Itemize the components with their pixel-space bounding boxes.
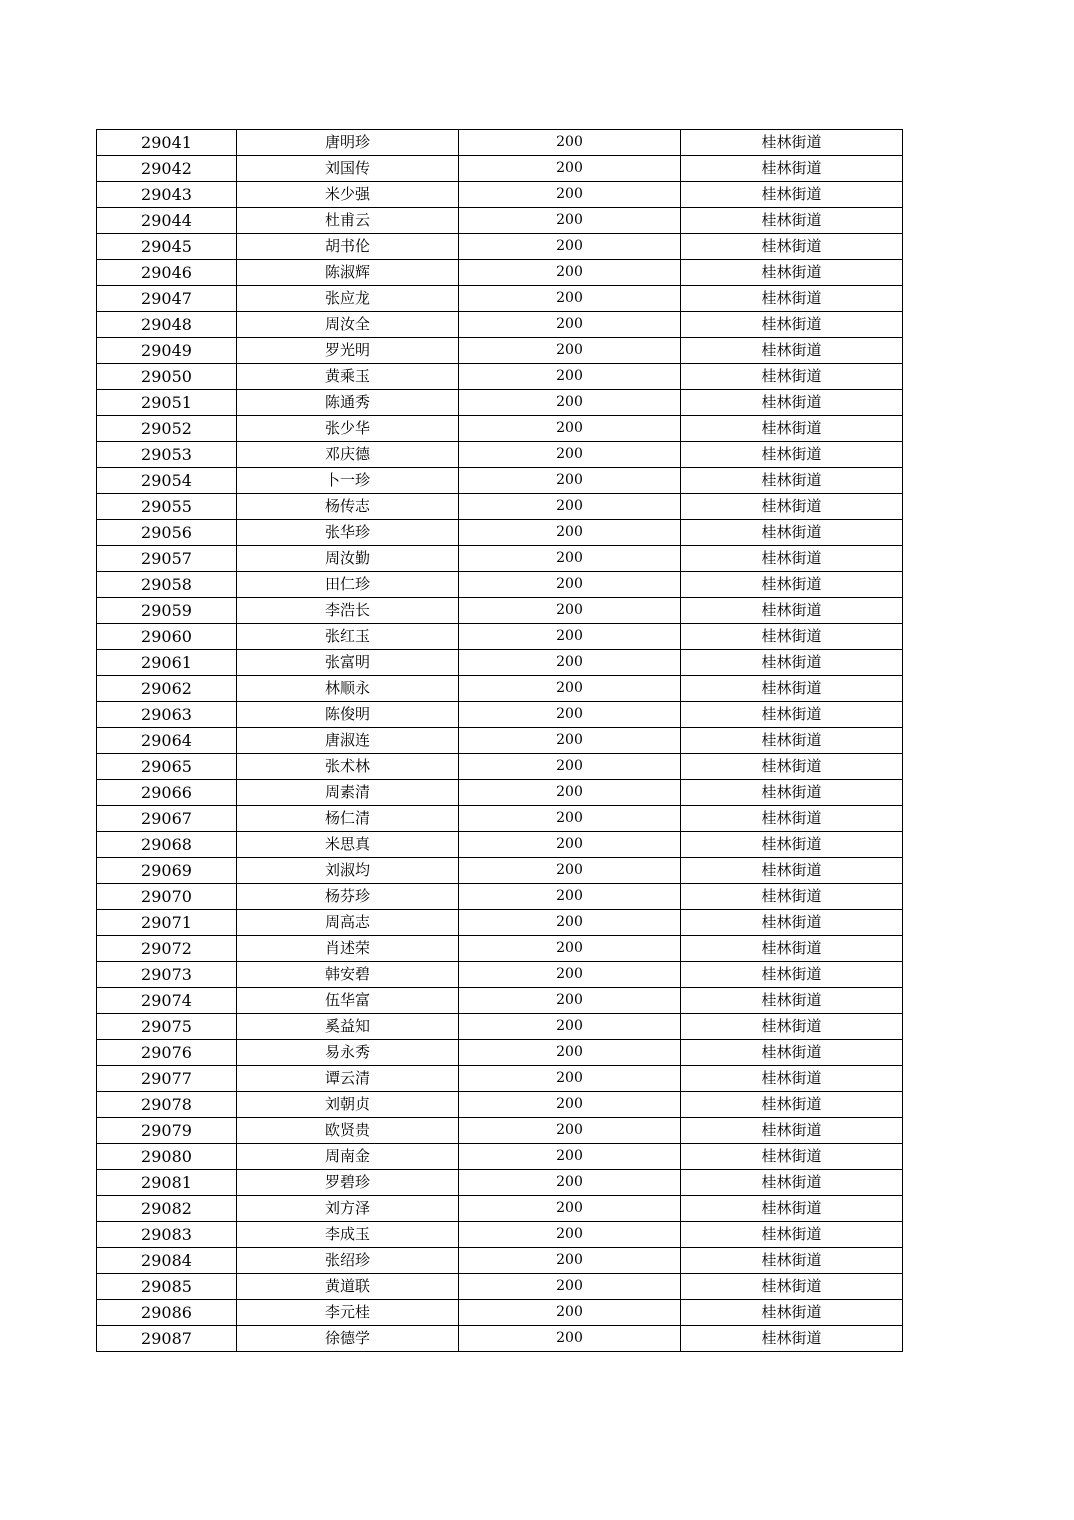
- cell-id: 29050: [97, 364, 237, 390]
- cell-id: 29072: [97, 936, 237, 962]
- cell-area: 桂林街道: [681, 130, 903, 156]
- cell-amount: 200: [459, 754, 681, 780]
- cell-amount: 200: [459, 702, 681, 728]
- table-row: [97, 1118, 903, 1144]
- cell-id: 29042: [97, 156, 237, 182]
- table-row: [97, 1248, 903, 1274]
- cell-amount: 200: [459, 546, 681, 572]
- cell-name: 周汝勤: [237, 546, 459, 572]
- cell-id: 29054: [97, 468, 237, 494]
- table-row: [97, 468, 903, 494]
- cell-area: 桂林街道: [681, 1170, 903, 1196]
- cell-name: 周素清: [237, 780, 459, 806]
- cell-name: 张术林: [237, 754, 459, 780]
- cell-id: 29069: [97, 858, 237, 884]
- table-row: [97, 624, 903, 650]
- table-row: [97, 520, 903, 546]
- cell-amount: 200: [459, 1144, 681, 1170]
- cell-name: 奚益知: [237, 1014, 459, 1040]
- cell-area: 桂林街道: [681, 806, 903, 832]
- cell-name: 杨芬珍: [237, 884, 459, 910]
- cell-name: 杨传志: [237, 494, 459, 520]
- cell-name: 徐德学: [237, 1326, 459, 1352]
- table-row: [97, 1274, 903, 1300]
- cell-name: 谭云清: [237, 1066, 459, 1092]
- table-row: [97, 1170, 903, 1196]
- cell-id: 29046: [97, 260, 237, 286]
- cell-area: 桂林街道: [681, 962, 903, 988]
- cell-area: 桂林街道: [681, 1248, 903, 1274]
- table-row: [97, 364, 903, 390]
- cell-amount: 200: [459, 962, 681, 988]
- cell-area: 桂林街道: [681, 416, 903, 442]
- table-row: [97, 806, 903, 832]
- table-row: [97, 156, 903, 182]
- cell-amount: 200: [459, 728, 681, 754]
- cell-id: 29049: [97, 338, 237, 364]
- table-row: [97, 676, 903, 702]
- cell-area: 桂林街道: [681, 1300, 903, 1326]
- cell-amount: 200: [459, 1014, 681, 1040]
- cell-id: 29070: [97, 884, 237, 910]
- table-body: [97, 130, 903, 1352]
- table-row: [97, 858, 903, 884]
- cell-name: 胡书伦: [237, 234, 459, 260]
- cell-area: 桂林街道: [681, 1014, 903, 1040]
- cell-id: 29048: [97, 312, 237, 338]
- cell-id: 29057: [97, 546, 237, 572]
- table-row: [97, 754, 903, 780]
- table-row: [97, 936, 903, 962]
- cell-id: 29063: [97, 702, 237, 728]
- cell-area: 桂林街道: [681, 780, 903, 806]
- cell-id: 29062: [97, 676, 237, 702]
- cell-area: 桂林街道: [681, 208, 903, 234]
- cell-amount: 200: [459, 1248, 681, 1274]
- cell-area: 桂林街道: [681, 572, 903, 598]
- cell-id: 29064: [97, 728, 237, 754]
- cell-amount: 200: [459, 1222, 681, 1248]
- cell-amount: 200: [459, 598, 681, 624]
- cell-id: 29060: [97, 624, 237, 650]
- table-row: [97, 494, 903, 520]
- cell-area: 桂林街道: [681, 936, 903, 962]
- cell-amount: 200: [459, 650, 681, 676]
- cell-area: 桂林街道: [681, 702, 903, 728]
- table-row: [97, 962, 903, 988]
- table-row: [97, 1222, 903, 1248]
- table-row: [97, 312, 903, 338]
- cell-name: 周南金: [237, 1144, 459, 1170]
- cell-name: 卜一珍: [237, 468, 459, 494]
- table-row: [97, 260, 903, 286]
- cell-id: 29053: [97, 442, 237, 468]
- cell-amount: 200: [459, 156, 681, 182]
- cell-id: 29051: [97, 390, 237, 416]
- cell-name: 米思真: [237, 832, 459, 858]
- table-row: [97, 988, 903, 1014]
- table-row: [97, 130, 903, 156]
- cell-amount: 200: [459, 1300, 681, 1326]
- cell-name: 李成玉: [237, 1222, 459, 1248]
- cell-id: 29081: [97, 1170, 237, 1196]
- cell-amount: 200: [459, 572, 681, 598]
- table-row: [97, 286, 903, 312]
- data-table: [96, 129, 903, 1352]
- cell-amount: 200: [459, 832, 681, 858]
- cell-area: 桂林街道: [681, 1222, 903, 1248]
- cell-area: 桂林街道: [681, 1326, 903, 1352]
- cell-id: 29083: [97, 1222, 237, 1248]
- table-row: [97, 1326, 903, 1352]
- cell-name: 陈通秀: [237, 390, 459, 416]
- cell-amount: 200: [459, 494, 681, 520]
- cell-id: 29084: [97, 1248, 237, 1274]
- cell-name: 唐明珍: [237, 130, 459, 156]
- table-row: [97, 1144, 903, 1170]
- cell-area: 桂林街道: [681, 1118, 903, 1144]
- cell-area: 桂林街道: [681, 468, 903, 494]
- cell-name: 张富明: [237, 650, 459, 676]
- cell-id: 29086: [97, 1300, 237, 1326]
- table-row: [97, 546, 903, 572]
- cell-amount: 200: [459, 1170, 681, 1196]
- cell-amount: 200: [459, 676, 681, 702]
- table-row: [97, 780, 903, 806]
- cell-id: 29041: [97, 130, 237, 156]
- cell-name: 刘国传: [237, 156, 459, 182]
- table-row: [97, 1040, 903, 1066]
- table-row: [97, 442, 903, 468]
- table-row: [97, 702, 903, 728]
- cell-name: 周高志: [237, 910, 459, 936]
- table-row: [97, 910, 903, 936]
- cell-id: 29077: [97, 1066, 237, 1092]
- cell-id: 29047: [97, 286, 237, 312]
- cell-area: 桂林街道: [681, 988, 903, 1014]
- cell-name: 邓庆德: [237, 442, 459, 468]
- cell-amount: 200: [459, 988, 681, 1014]
- cell-name: 陈淑辉: [237, 260, 459, 286]
- cell-amount: 200: [459, 1092, 681, 1118]
- cell-id: 29067: [97, 806, 237, 832]
- table-row: [97, 884, 903, 910]
- cell-id: 29071: [97, 910, 237, 936]
- cell-area: 桂林街道: [681, 364, 903, 390]
- cell-id: 29079: [97, 1118, 237, 1144]
- table-row: [97, 182, 903, 208]
- table-row: [97, 650, 903, 676]
- cell-name: 伍华富: [237, 988, 459, 1014]
- table-row: [97, 208, 903, 234]
- cell-area: 桂林街道: [681, 520, 903, 546]
- table-row: [97, 1014, 903, 1040]
- table-row: [97, 416, 903, 442]
- cell-id: 29073: [97, 962, 237, 988]
- cell-area: 桂林街道: [681, 494, 903, 520]
- cell-id: 29055: [97, 494, 237, 520]
- cell-name: 李浩长: [237, 598, 459, 624]
- cell-amount: 200: [459, 442, 681, 468]
- cell-amount: 200: [459, 780, 681, 806]
- cell-id: 29078: [97, 1092, 237, 1118]
- cell-area: 桂林街道: [681, 156, 903, 182]
- cell-area: 桂林街道: [681, 338, 903, 364]
- cell-area: 桂林街道: [681, 1092, 903, 1118]
- cell-area: 桂林街道: [681, 546, 903, 572]
- table-row: [97, 598, 903, 624]
- cell-amount: 200: [459, 858, 681, 884]
- cell-area: 桂林街道: [681, 650, 903, 676]
- cell-area: 桂林街道: [681, 754, 903, 780]
- cell-id: 29080: [97, 1144, 237, 1170]
- cell-amount: 200: [459, 364, 681, 390]
- cell-id: 29045: [97, 234, 237, 260]
- cell-area: 桂林街道: [681, 1274, 903, 1300]
- cell-amount: 200: [459, 1066, 681, 1092]
- cell-area: 桂林街道: [681, 858, 903, 884]
- cell-name: 黄乘玉: [237, 364, 459, 390]
- cell-amount: 200: [459, 884, 681, 910]
- cell-amount: 200: [459, 1040, 681, 1066]
- cell-id: 29043: [97, 182, 237, 208]
- cell-amount: 200: [459, 936, 681, 962]
- cell-amount: 200: [459, 182, 681, 208]
- cell-area: 桂林街道: [681, 676, 903, 702]
- cell-amount: 200: [459, 806, 681, 832]
- cell-amount: 200: [459, 130, 681, 156]
- cell-id: 29056: [97, 520, 237, 546]
- cell-amount: 200: [459, 1118, 681, 1144]
- cell-name: 米少强: [237, 182, 459, 208]
- cell-area: 桂林街道: [681, 1066, 903, 1092]
- cell-name: 陈俊明: [237, 702, 459, 728]
- cell-name: 韩安碧: [237, 962, 459, 988]
- table-row: [97, 390, 903, 416]
- cell-area: 桂林街道: [681, 728, 903, 754]
- cell-area: 桂林街道: [681, 234, 903, 260]
- cell-area: 桂林街道: [681, 832, 903, 858]
- cell-amount: 200: [459, 1196, 681, 1222]
- cell-area: 桂林街道: [681, 624, 903, 650]
- cell-name: 张绍珍: [237, 1248, 459, 1274]
- cell-area: 桂林街道: [681, 312, 903, 338]
- table-row: [97, 1092, 903, 1118]
- table-row: [97, 338, 903, 364]
- cell-area: 桂林街道: [681, 260, 903, 286]
- cell-id: 29066: [97, 780, 237, 806]
- cell-id: 29076: [97, 1040, 237, 1066]
- cell-name: 刘朝贞: [237, 1092, 459, 1118]
- cell-name: 刘方泽: [237, 1196, 459, 1222]
- cell-id: 29058: [97, 572, 237, 598]
- cell-id: 29074: [97, 988, 237, 1014]
- cell-amount: 200: [459, 1326, 681, 1352]
- cell-name: 田仁珍: [237, 572, 459, 598]
- cell-name: 黄道联: [237, 1274, 459, 1300]
- cell-name: 张华珍: [237, 520, 459, 546]
- cell-name: 杜甫云: [237, 208, 459, 234]
- cell-name: 李元桂: [237, 1300, 459, 1326]
- cell-area: 桂林街道: [681, 598, 903, 624]
- cell-name: 唐淑连: [237, 728, 459, 754]
- cell-area: 桂林街道: [681, 286, 903, 312]
- cell-name: 欧贤贵: [237, 1118, 459, 1144]
- cell-area: 桂林街道: [681, 442, 903, 468]
- cell-id: 29075: [97, 1014, 237, 1040]
- cell-name: 罗光明: [237, 338, 459, 364]
- cell-amount: 200: [459, 416, 681, 442]
- table-row: [97, 1300, 903, 1326]
- table-row: [97, 728, 903, 754]
- cell-amount: 200: [459, 624, 681, 650]
- cell-id: 29061: [97, 650, 237, 676]
- cell-name: 张少华: [237, 416, 459, 442]
- cell-name: 刘淑均: [237, 858, 459, 884]
- cell-amount: 200: [459, 286, 681, 312]
- cell-name: 张应龙: [237, 286, 459, 312]
- cell-name: 张红玉: [237, 624, 459, 650]
- cell-name: 林顺永: [237, 676, 459, 702]
- cell-id: 29059: [97, 598, 237, 624]
- cell-amount: 200: [459, 910, 681, 936]
- cell-amount: 200: [459, 338, 681, 364]
- cell-amount: 200: [459, 468, 681, 494]
- table-row: [97, 1196, 903, 1222]
- cell-id: 29085: [97, 1274, 237, 1300]
- cell-name: 罗碧珍: [237, 1170, 459, 1196]
- cell-amount: 200: [459, 520, 681, 546]
- cell-name: 肖述荣: [237, 936, 459, 962]
- table-row: [97, 572, 903, 598]
- cell-area: 桂林街道: [681, 182, 903, 208]
- cell-area: 桂林街道: [681, 1040, 903, 1066]
- cell-id: 29044: [97, 208, 237, 234]
- cell-area: 桂林街道: [681, 390, 903, 416]
- cell-id: 29065: [97, 754, 237, 780]
- cell-amount: 200: [459, 260, 681, 286]
- cell-amount: 200: [459, 208, 681, 234]
- cell-id: 29087: [97, 1326, 237, 1352]
- cell-area: 桂林街道: [681, 1144, 903, 1170]
- cell-amount: 200: [459, 312, 681, 338]
- table-row: [97, 234, 903, 260]
- cell-name: 杨仁清: [237, 806, 459, 832]
- cell-id: 29052: [97, 416, 237, 442]
- cell-area: 桂林街道: [681, 1196, 903, 1222]
- cell-area: 桂林街道: [681, 884, 903, 910]
- table-row: [97, 832, 903, 858]
- cell-name: 易永秀: [237, 1040, 459, 1066]
- cell-area: 桂林街道: [681, 910, 903, 936]
- cell-amount: 200: [459, 234, 681, 260]
- cell-id: 29082: [97, 1196, 237, 1222]
- table-row: [97, 1066, 903, 1092]
- cell-name: 周汝全: [237, 312, 459, 338]
- cell-amount: 200: [459, 390, 681, 416]
- cell-amount: 200: [459, 1274, 681, 1300]
- cell-id: 29068: [97, 832, 237, 858]
